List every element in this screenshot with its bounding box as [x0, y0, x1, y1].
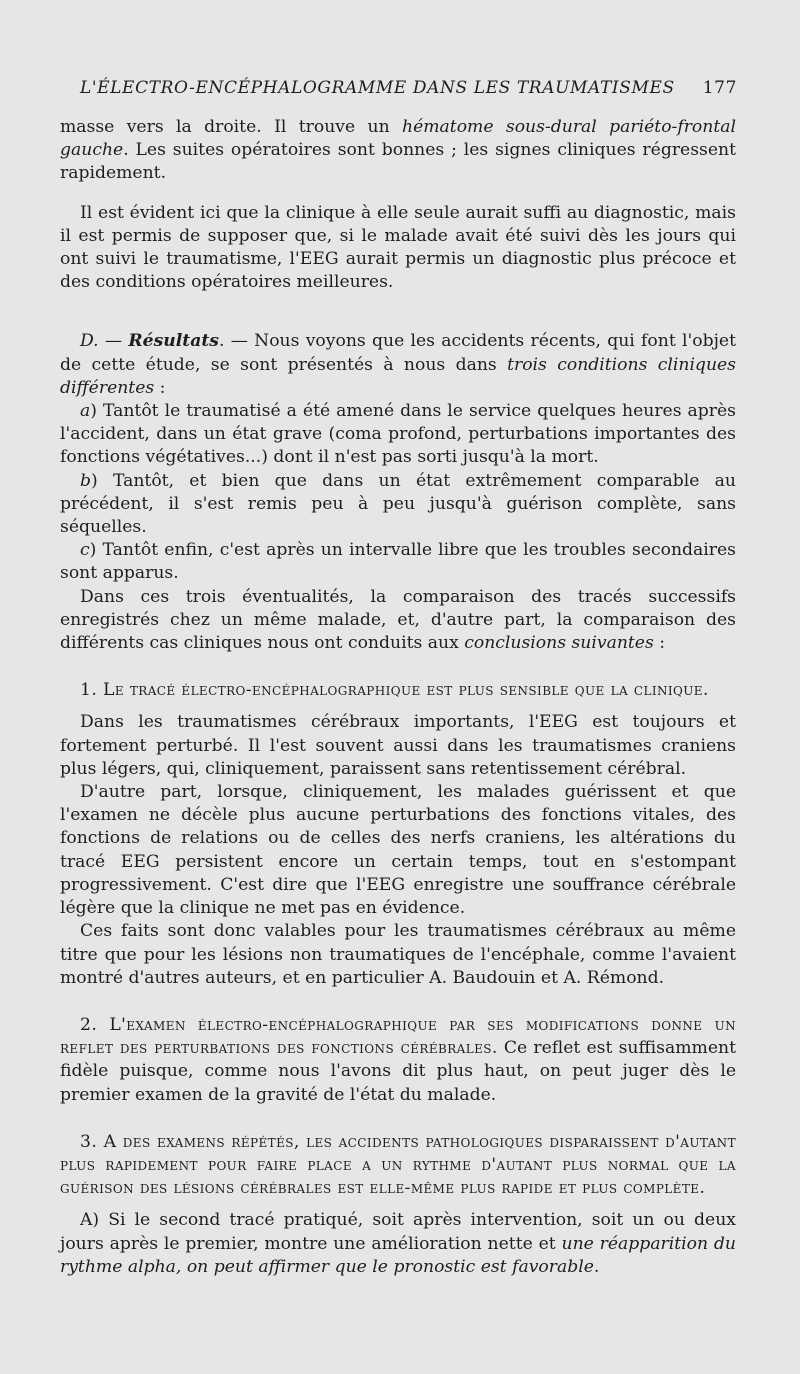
item-text: ) Tantôt, et bien que dans un état extrêmement comparable au précédent, il s'est remis peu à peu jusqu'à guérison complète, sans séquelles.	[60, 470, 736, 538]
item-label: a	[80, 401, 91, 422]
text-run: :	[653, 633, 666, 654]
text-run: . — Nous voyons que les accidents récents, qui font l'objet de cette étude, se sont présentés à nous dans	[60, 331, 736, 375]
conclusion-3-heading: 3. A des examens répétés, les accidents pathologiques disparaissent d'autant plus rapidement pour faire place a un rythme d'autant plus normal que la guérison des lésions cérébrales est elle-même plus rapide et plus complète.	[60, 1131, 736, 1199]
paragraph-eventualites	[60, 586, 736, 656]
paragraph-case-end	[60, 116, 736, 186]
text-emphasis: trois conditions cliniques différentes	[60, 354, 736, 398]
conclusion-2-heading: 2. L'examen électro-encéphalographique par ses modifications donne un reflet des perturbations des fonctions cérébrales.	[60, 1014, 736, 1059]
page-body	[60, 116, 736, 1279]
section-d-intro	[60, 330, 736, 400]
text-run: . Les suites opératoires sont bonnes ; les signes cliniques régressent rapidement.	[60, 140, 736, 184]
text-run: :	[154, 377, 166, 398]
page-number: 177	[702, 78, 737, 98]
item-text: ) Tantôt enfin, c'est après un intervalle libre que les troubles secondaires sont apparus.	[60, 540, 736, 584]
item-label: c	[80, 540, 90, 561]
conclusion-1-paragraph-3: Ces faits sont donc valables pour les traumatismes cérébraux au même titre que pour les lésions non traumatiques de l'encéphale, comme l'avaient montré d'autres auteurs, et en particulier A. Baudouin et A. Rémond.	[60, 921, 736, 988]
paragraph-commentary: Il est évident ici que la clinique à elle seule aurait suffi au diagnostic, mais il est permis de supposer que, si le malade avait été suivi dès les jours qui ont suivi le traumatisme, l'EEG aurait permis un diagnostic plus précoce et des conditions opératoires meilleures.	[60, 202, 736, 293]
text-emphasis: conclusions suivantes	[464, 633, 654, 654]
conclusion-1-paragraph-2: D'autre part, lorsque, cliniquement, les malades guérissent et que l'examen ne décèle plus aucune perturbations des fonctions vitales, des fonctions de relations ou de celles des nerfs craniens, les altérations du tracé EEG persistent encore un certain temps, tout en s'estompant progressivement. C'est dire que l'EEG enregistre une souffrance cérébrale légère que la clinique ne met pas en évidence.	[60, 782, 736, 919]
section-heading: Résultats	[128, 331, 219, 352]
header-title: L'ÉLECTRO-ENCÉPHALOGRAMME DANS LES TRAUMATISMES	[80, 78, 675, 98]
text-emphasis: une réapparition du rythme alpha, on peut affirmer que le pronostic est favorable	[60, 1233, 736, 1277]
list-item-c	[60, 539, 736, 585]
item-text: ) Tantôt le traumatisé a été amené dans le service quelques heures après l'accident, dans un état grave (coma profond, perturbations importantes des fonctions végétatives...) dont il n'est pas sorti jusqu'à la mort.	[60, 401, 736, 468]
conclusion-3-paragraph-a	[60, 1209, 736, 1279]
running-header	[80, 78, 737, 104]
text-run: .	[593, 1256, 600, 1277]
conclusion-2-paragraph	[60, 1014, 736, 1107]
text-run: masse vers la droite. Il trouve un	[60, 117, 403, 137]
section-letter: D. —	[80, 331, 129, 352]
diagnosis-emphasis: hématome sous-dural pariéto-frontal gauche	[60, 117, 736, 161]
list-item-a	[60, 400, 736, 470]
text-run: Ce reflet est suffisamment fidèle puisque, comme nous l'avons dit plus haut, on peut juger dès le premier examen de la gravité de l'état du malade.	[60, 1038, 736, 1105]
conclusion-1-heading: 1. Le tracé électro-encéphalographique est plus sensible que la clinique.	[80, 680, 709, 701]
conclusion-1-paragraph-1: Dans les traumatismes cérébraux importants, l'EEG est toujours et fortement perturbé. Il l'est souvent aussi dans les traumatismes craniens plus légers, qui, cliniquement, paraissent sans retentissement cérébral.	[60, 712, 736, 779]
item-label: b	[80, 470, 92, 491]
text-run: Dans ces trois éventualités, la comparaison des tracés successifs enregistrés chez un même malade, et, d'autre part, la comparaison des différents cas cliniques nous ont conduits aux	[60, 586, 736, 654]
text-run: A) Si le second tracé pratiqué, soit après intervention, soit un ou deux jours après le premier, montre une amélioration nette et	[60, 1210, 736, 1254]
list-item-b	[60, 470, 736, 540]
